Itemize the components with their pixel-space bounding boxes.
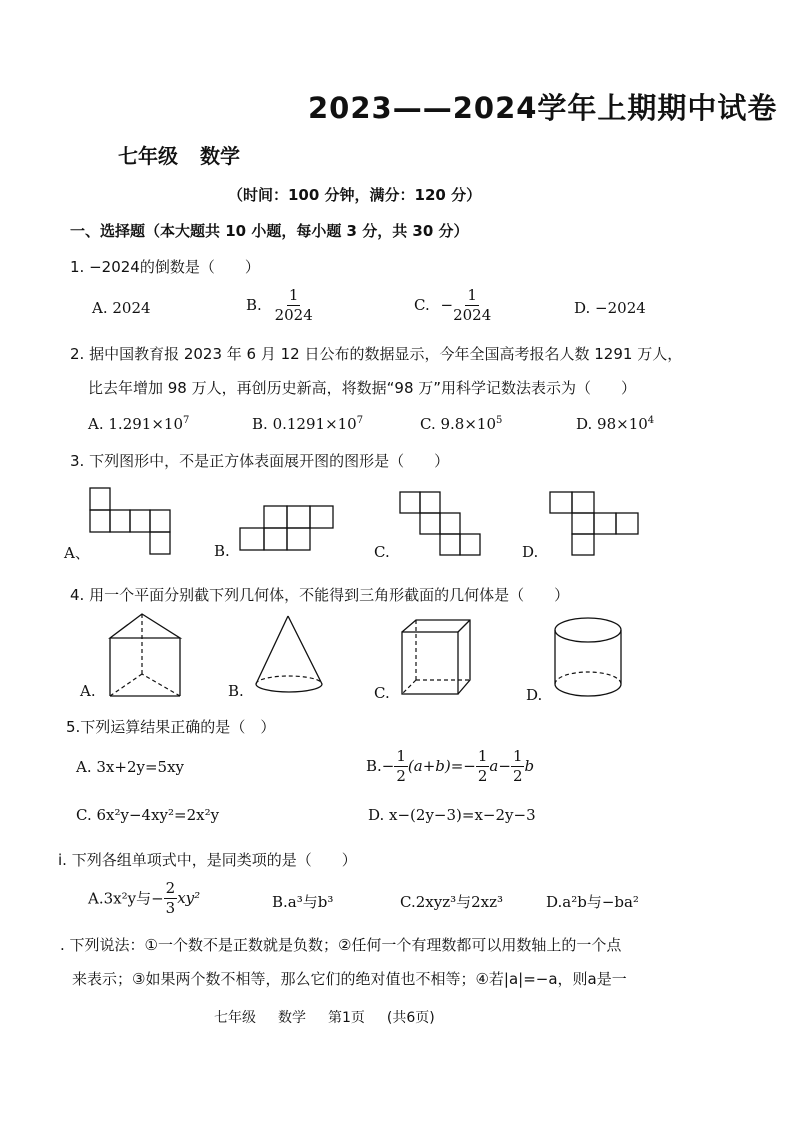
cube-net-b [238,504,336,554]
q1-option-b [246,287,313,323]
option-text: 2024 [112,299,151,317]
q5-option-b [366,748,534,784]
q4-label-c: C. [374,684,390,702]
footer-subject: 数学 [278,1010,306,1026]
option-text: −2024 [595,299,646,317]
exponent: 7 [183,415,190,426]
fraction-denominator: 2 [477,766,488,785]
fraction-denominator: 2024 [453,305,492,324]
page-footer [214,1007,435,1027]
question-2-line-2: 比去年增加 98 万人，再创历史新高，将数据“98 万”用科学记数法表示为（ ） [88,379,637,397]
question-1-stem: 1. −2024的倒数是（ ） [70,258,260,276]
option-label: C. [420,415,436,433]
cylinder-icon [550,612,630,702]
q5-option-c: C. 6x²y−4xy²=2x²y [76,806,220,824]
time-info: （时间：100 分钟，满分：120 分） [228,186,482,204]
question-6-stem: i. 下列各组单项式中，是同类项的是（ ） [58,851,357,869]
cone-icon [252,612,328,698]
exam-title: 2023——2024学年上期期中试卷 [308,91,778,125]
fraction-half [476,748,490,784]
subject-label: 数学 [200,144,240,168]
option-text: 0.1291×10 [272,415,357,433]
q6-option-d: D.a²b与−ba² [546,893,639,911]
option-label: D. [576,415,593,433]
fraction-numerator: 1 [477,747,488,765]
fraction-half [394,748,408,784]
option-label: B. [252,415,268,433]
question-4-stem: 4. 用一个平面分别截下列几何体，不能得到三角形截面的几何体是（ ） [70,586,570,604]
fraction-numerator: 1 [467,286,477,304]
exponent: 7 [356,415,364,426]
q1-option-d [574,299,646,317]
section-title: 一、选择题（本大题共 10 小题，每小题 3 分，共 30 分） [70,222,469,240]
option-label: A. [88,415,104,433]
option-text: A.3x²y与− [88,889,164,908]
option-text: 98×10 [597,415,648,433]
q2-option-c [420,415,502,433]
q3-label-d: D. [522,543,539,561]
option-text: 1.291×10 [108,415,183,433]
option-label: C. [414,296,430,314]
minus-sign: − [440,296,454,314]
grade-label: 七年级 [118,144,178,168]
q3-label-a: A、 [64,544,90,562]
q1-option-a [92,299,151,317]
fraction-half [511,748,525,784]
option-text: b [524,757,535,775]
question-5-stem: 5.下列运算结果正确的是（ ） [66,718,276,736]
q2-option-b [252,415,363,433]
fraction-denominator: 2 [512,766,523,785]
q4-label-a: A. [80,682,96,700]
question-3-stem: 3. 下列图形中，不是正方体表面展开图的图形是（ ） [70,452,450,470]
option-prefix: B.− [366,757,395,775]
grade-subject [118,140,240,169]
q6-option-a [88,880,200,916]
option-label: B. [246,296,262,314]
q4-label-d: D. [526,686,543,704]
footer-grade: 七年级 [214,1010,256,1026]
option-text: a− [489,757,511,775]
fraction-denominator: 2 [396,766,406,785]
option-text: (a+b)=− [407,757,476,775]
triangular-prism-icon [104,610,190,700]
q3-label-b: B. [214,542,230,560]
fraction-numerator: 2 [165,879,176,897]
footer-page-number: 第1页 [328,1010,365,1026]
q4-label-b: B. [228,682,244,700]
q6-option-b: B.a³与b³ [272,893,334,911]
q6-option-c: C.2xyz³与2xz³ [400,893,504,911]
q5-option-a: A. 3x+2y=5xy [76,758,185,776]
question-7-line-2: 来表示；③如果两个数不相等，那么它们的绝对值也不相等；④若|a|=−a，则a是一 [72,970,627,988]
fraction-numerator: 1 [288,286,299,304]
cube-net-c [398,490,484,558]
option-label: D. [574,299,591,317]
q1-option-c [414,287,491,323]
q5-option-d: D. x−(2y−3)=x−2y−3 [368,806,536,824]
footer-total-pages: (共6页) [386,1010,435,1026]
cube-icon [398,616,476,700]
cube-net-a [88,486,178,556]
fraction-numerator: 1 [396,747,406,765]
q3-label-c: C. [374,543,390,561]
option-text: 9.8×10 [440,415,497,433]
option-label: A. [92,299,108,317]
fraction-denominator: 2024 [274,305,313,324]
question-7-line-1: . 下列说法：①一个数不是正数就是负数；②任何一个有理数都可以用数轴上的一个点 [60,936,622,954]
q2-option-a [88,415,189,433]
fraction [275,287,313,323]
cube-net-d [548,490,642,560]
exponent: 5 [496,415,503,426]
fraction-denominator: 3 [165,898,176,917]
question-2-line-1: 2. 据中国教育报 2023 年 6 月 12 日公布的数据显示，今年全国高考报名人数 1291 万人， [70,345,683,363]
fraction [453,287,491,323]
fraction-numerator: 1 [512,747,523,765]
exponent: 4 [647,415,655,426]
fraction [164,880,178,916]
q2-option-d [576,415,654,433]
option-text: xy² [177,889,201,907]
